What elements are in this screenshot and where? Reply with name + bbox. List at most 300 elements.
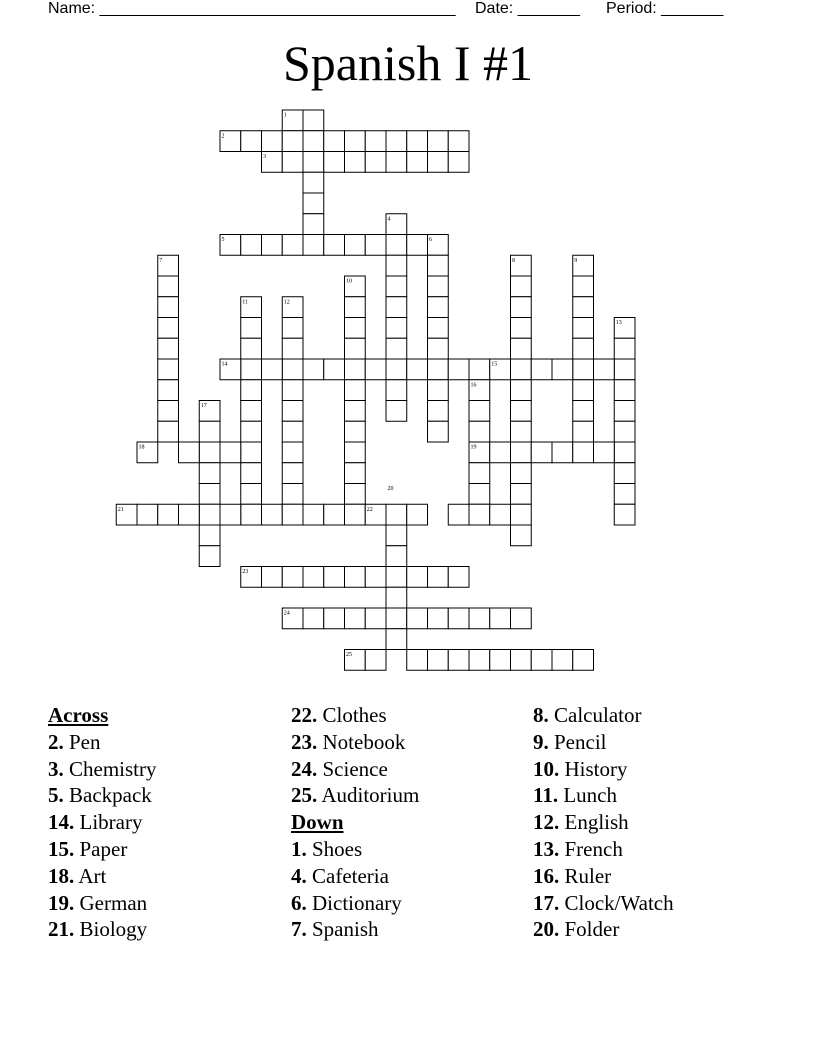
clue-item-number: 11. xyxy=(533,783,559,808)
crossword-cell xyxy=(324,567,345,588)
crossword-cell xyxy=(282,442,303,463)
crossword-cell xyxy=(262,504,283,525)
clue-item xyxy=(48,863,157,890)
clue-item-text: Backpack xyxy=(69,783,152,808)
crossword-cell xyxy=(303,172,324,193)
crossword-cell xyxy=(179,504,200,525)
clue-item-number: 6. xyxy=(291,890,307,915)
crossword-cell xyxy=(386,525,407,546)
clue-item-number: 10. xyxy=(533,756,560,781)
crossword-cell xyxy=(386,567,407,588)
clue-item xyxy=(48,836,157,863)
clue-heading: Down xyxy=(291,810,344,835)
crossword-cell xyxy=(365,567,386,588)
crossword-cell xyxy=(511,359,532,380)
crossword-cell xyxy=(511,297,532,318)
crossword-cell xyxy=(345,421,366,442)
clue-number: 17 xyxy=(200,403,207,409)
crossword-cell xyxy=(365,359,386,380)
page-title: Spanish I #1 xyxy=(283,35,533,91)
clue-item-number: 13. xyxy=(533,836,560,861)
crossword-cell xyxy=(386,338,407,359)
crossword-cell xyxy=(428,338,449,359)
crossword-cell xyxy=(511,525,532,546)
crossword-cell xyxy=(407,131,428,152)
clue-item-text: Lunch xyxy=(563,783,617,808)
clue-item-number: 4. xyxy=(291,863,307,888)
crossword-cell xyxy=(448,359,469,380)
crossword-cell xyxy=(345,442,366,463)
crossword-cell xyxy=(345,504,366,525)
clue-item xyxy=(291,916,419,943)
crossword-cell xyxy=(199,546,220,567)
clue-number: 2 xyxy=(221,133,225,140)
crossword-cell xyxy=(282,359,303,380)
crossword-cell xyxy=(303,110,324,131)
clue-item xyxy=(48,729,157,756)
crossword-cell xyxy=(158,276,179,297)
crossword-cell xyxy=(428,608,449,629)
clue-number: 18 xyxy=(138,444,145,451)
crossword-cell xyxy=(490,442,511,463)
clue-item xyxy=(533,809,674,836)
period-field-label: Period: _______ xyxy=(606,0,724,17)
crossword-cell xyxy=(386,235,407,256)
crossword-cell xyxy=(448,504,469,525)
crossword-cell xyxy=(531,650,552,671)
clue-item xyxy=(291,890,419,917)
crossword-cell xyxy=(511,421,532,442)
crossword-cell xyxy=(428,421,449,442)
crossword-cell xyxy=(614,421,635,442)
crossword-cell xyxy=(282,318,303,339)
crossword-cell xyxy=(511,463,532,484)
clue-item-number: 22. xyxy=(291,703,318,727)
crossword-cell xyxy=(614,380,635,401)
clue-number: 4 xyxy=(387,216,391,223)
clue-item xyxy=(291,782,419,809)
clue-item-text: German xyxy=(79,890,148,915)
clue-item-number: 12. xyxy=(533,810,560,835)
crossword-cell xyxy=(199,442,220,463)
crossword-cell xyxy=(428,359,449,380)
clue-item-number: 3. xyxy=(48,756,64,781)
crossword-cell xyxy=(241,235,262,256)
crossword-cell xyxy=(345,608,366,629)
crossword-cell xyxy=(386,380,407,401)
clue-item-number: 7. xyxy=(291,917,307,942)
crossword-cell xyxy=(365,650,386,671)
clue-item-text: Shoes xyxy=(312,836,363,861)
clue-item xyxy=(533,890,674,917)
clue-item xyxy=(533,836,674,863)
crossword-cell xyxy=(614,484,635,505)
crossword-cell xyxy=(448,131,469,152)
crossword-cell xyxy=(303,567,324,588)
crossword-cell xyxy=(428,650,449,671)
clue-column-2 xyxy=(291,702,419,943)
clue-item-number: 14. xyxy=(48,810,75,835)
clue-item-text: Cafeteria xyxy=(312,863,389,888)
clue-item-number: 24. xyxy=(291,756,318,781)
crossword-cell xyxy=(324,152,345,173)
crossword-cell xyxy=(303,235,324,256)
clue-item-text: Clock/Watch xyxy=(564,890,674,915)
crossword-cell xyxy=(469,401,490,422)
crossword-cell xyxy=(469,484,490,505)
clue-item-text: Notebook xyxy=(322,729,406,754)
crossword-cell xyxy=(365,152,386,173)
clue-item-number: 17. xyxy=(533,890,560,915)
clue-item xyxy=(533,863,674,890)
crossword-cell xyxy=(386,152,407,173)
crossword-cell xyxy=(511,318,532,339)
clue-item-text: Pen xyxy=(69,729,101,754)
crossword-cell xyxy=(158,338,179,359)
clue-item xyxy=(291,702,419,729)
clue-item-number: 19. xyxy=(48,890,75,915)
crossword-cell xyxy=(324,131,345,152)
clue-number: 1 xyxy=(283,112,287,119)
crossword-cell xyxy=(573,442,594,463)
crossword-cell xyxy=(241,338,262,359)
crossword-cell xyxy=(614,463,635,484)
clue-item-text: Biology xyxy=(79,917,148,942)
clue-item-number: 15. xyxy=(48,836,75,861)
crossword-cell xyxy=(262,235,283,256)
crossword-cell xyxy=(345,338,366,359)
date-field-label: Date: _______ xyxy=(475,0,580,17)
crossword-cell xyxy=(241,442,262,463)
crossword-cell xyxy=(241,318,262,339)
crossword-cell xyxy=(386,504,407,525)
clue-item xyxy=(48,890,157,917)
crossword-cell xyxy=(573,380,594,401)
crossword-cell xyxy=(303,504,324,525)
crossword-cell xyxy=(407,650,428,671)
clue-number: 20 xyxy=(387,486,394,492)
crossword-cell xyxy=(241,380,262,401)
clue-item xyxy=(48,916,157,943)
crossword-cell xyxy=(365,608,386,629)
crossword-cell xyxy=(158,504,179,525)
crossword-cell xyxy=(365,131,386,152)
crossword-cell xyxy=(179,442,200,463)
crossword-cell xyxy=(448,608,469,629)
crossword-cell xyxy=(511,380,532,401)
clue-item-text: Art xyxy=(78,863,107,888)
crossword-cell xyxy=(490,650,511,671)
crossword-cell xyxy=(469,463,490,484)
crossword-cell xyxy=(199,421,220,442)
clue-item-number: 20. xyxy=(533,917,560,942)
crossword-cell xyxy=(262,359,283,380)
crossword-cell xyxy=(448,650,469,671)
clue-number: 11 xyxy=(242,299,249,306)
crossword-cell xyxy=(428,276,449,297)
crossword-cell xyxy=(282,421,303,442)
crossword-cell xyxy=(303,131,324,152)
clue-item xyxy=(533,782,674,809)
crossword-cell xyxy=(282,235,303,256)
clue-item xyxy=(533,756,674,783)
clue-number: 16 xyxy=(470,382,477,389)
clue-item-number: 1. xyxy=(291,836,307,861)
clue-number: 25 xyxy=(346,652,352,658)
crossword-cell xyxy=(345,484,366,505)
clue-item-text: Ruler xyxy=(564,863,612,888)
crossword-cell xyxy=(241,484,262,505)
clue-item-text: Pencil xyxy=(554,729,607,754)
crossword-cell xyxy=(469,504,490,525)
crossword-cell xyxy=(428,318,449,339)
clue-column-3 xyxy=(533,702,674,943)
crossword-cell xyxy=(469,650,490,671)
crossword-cell xyxy=(282,463,303,484)
clue-item xyxy=(291,836,419,863)
clue-number: 13 xyxy=(615,320,622,326)
crossword-cell xyxy=(490,608,511,629)
crossword-cell xyxy=(345,235,366,256)
clue-number: 7 xyxy=(159,257,163,264)
crossword-cell xyxy=(345,318,366,339)
crossword-cell xyxy=(594,359,615,380)
clue-item xyxy=(533,729,674,756)
crossword-cell xyxy=(303,608,324,629)
crossword-cell xyxy=(552,650,573,671)
crossword-cell xyxy=(345,131,366,152)
clue-item xyxy=(48,809,157,836)
clue-item-number: 18. xyxy=(48,863,75,888)
crossword-cell xyxy=(345,463,366,484)
crossword-cell xyxy=(158,359,179,380)
clue-item xyxy=(48,782,157,809)
crossword-cell xyxy=(365,235,386,256)
crossword-cell xyxy=(262,567,283,588)
crossword-cell xyxy=(158,421,179,442)
crossword-cell xyxy=(282,152,303,173)
crossword-cell xyxy=(407,504,428,525)
clue-item-text: History xyxy=(564,756,628,781)
crossword-cell xyxy=(490,504,511,525)
crossword-cell xyxy=(407,152,428,173)
crossword-cell xyxy=(531,442,552,463)
crossword-cell xyxy=(573,401,594,422)
crossword-cell xyxy=(386,401,407,422)
crossword-cell xyxy=(241,131,262,152)
crossword-cell xyxy=(573,359,594,380)
clue-number: 22 xyxy=(366,506,373,513)
crossword-cell xyxy=(199,525,220,546)
crossword-cell xyxy=(386,131,407,152)
crossword-cell xyxy=(552,442,573,463)
crossword-cell xyxy=(282,504,303,525)
clue-number: 8 xyxy=(512,257,515,264)
crossword-cell xyxy=(428,380,449,401)
crossword-cell xyxy=(324,359,345,380)
crossword-cell xyxy=(282,484,303,505)
crossword-cell xyxy=(262,131,283,152)
crossword-cell xyxy=(303,152,324,173)
crossword-cell xyxy=(345,297,366,318)
crossword-cell xyxy=(594,442,615,463)
clue-number: 6 xyxy=(429,237,432,243)
clue-number: 5 xyxy=(221,237,225,243)
crossword-cell xyxy=(448,152,469,173)
crossword-cell xyxy=(573,338,594,359)
crossword-cell xyxy=(386,546,407,567)
crossword-cell xyxy=(511,608,532,629)
clue-item-text: Chemistry xyxy=(69,756,157,781)
clue-item xyxy=(533,916,674,943)
clue-item xyxy=(291,729,419,756)
clue-item-text: Calculator xyxy=(554,703,642,727)
crossword-cell xyxy=(386,587,407,608)
crossword-cell xyxy=(448,567,469,588)
clue-item-number: 2. xyxy=(48,729,64,754)
crossword-cell xyxy=(199,484,220,505)
crossword-cell xyxy=(386,608,407,629)
clue-item-text: Spanish xyxy=(312,917,379,942)
clue-item xyxy=(291,863,419,890)
crossword-cell xyxy=(614,442,635,463)
crossword-cell xyxy=(199,463,220,484)
crossword-cell xyxy=(511,442,532,463)
crossword-cell xyxy=(241,359,262,380)
crossword-cell xyxy=(386,629,407,650)
crossword-cell xyxy=(614,338,635,359)
clue-item-number: 23. xyxy=(291,729,318,754)
crossword-cell xyxy=(303,214,324,235)
crossword-cell xyxy=(282,131,303,152)
crossword-cell xyxy=(241,463,262,484)
clue-number: 9 xyxy=(574,257,578,264)
clue-item-text: Science xyxy=(322,756,388,781)
crossword-cell xyxy=(386,318,407,339)
crossword-cell xyxy=(345,567,366,588)
clue-item-number: 21. xyxy=(48,917,75,942)
crossword-cell xyxy=(386,297,407,318)
clue-number: 14 xyxy=(221,361,228,368)
crossword-cell xyxy=(428,297,449,318)
clue-item-number: 9. xyxy=(533,729,549,754)
clue-item xyxy=(533,702,674,729)
clue-number: 19 xyxy=(470,444,477,451)
crossword-cell xyxy=(282,401,303,422)
crossword-cell xyxy=(386,255,407,276)
crossword-cell xyxy=(407,608,428,629)
crossword-cell xyxy=(573,318,594,339)
crossword-cell xyxy=(407,235,428,256)
crossword-cell xyxy=(345,380,366,401)
crossword-cell xyxy=(220,442,241,463)
crossword-cell xyxy=(282,380,303,401)
crossword-cell xyxy=(614,401,635,422)
clue-item-number: 16. xyxy=(533,863,560,888)
crossword-cell xyxy=(469,421,490,442)
crossword-cell xyxy=(345,152,366,173)
crossword-cell xyxy=(407,359,428,380)
crossword-cell xyxy=(469,359,490,380)
crossword-cell xyxy=(386,276,407,297)
clue-number: 21 xyxy=(117,506,124,513)
crossword-cell xyxy=(573,297,594,318)
crossword-cell xyxy=(614,359,635,380)
crossword-cell xyxy=(407,567,428,588)
crossword-cell xyxy=(573,650,594,671)
crossword-cell xyxy=(511,338,532,359)
clue-item-text: English xyxy=(564,810,629,835)
name-field-label: Name: ________________________________________ xyxy=(48,0,456,17)
clue-item-text: Clothes xyxy=(322,703,387,727)
clue-item-number: 8. xyxy=(533,703,549,727)
clue-item-text: Library xyxy=(79,810,143,835)
crossword-cell xyxy=(428,255,449,276)
crossword-cell xyxy=(345,401,366,422)
crossword-cell xyxy=(345,359,366,380)
crossword-cell xyxy=(282,338,303,359)
crossword-cell xyxy=(303,359,324,380)
crossword-cell xyxy=(511,504,532,525)
clue-number: 15 xyxy=(491,361,498,368)
clue-heading: Across xyxy=(48,703,109,727)
crossword-cell xyxy=(158,318,179,339)
crossword-cell xyxy=(511,276,532,297)
crossword-cell xyxy=(469,608,490,629)
crossword-cell xyxy=(552,359,573,380)
clue-column-1 xyxy=(48,702,157,943)
crossword-cell xyxy=(511,401,532,422)
crossword-cell xyxy=(158,297,179,318)
clue-item xyxy=(291,756,419,783)
crossword-cell xyxy=(241,421,262,442)
crossword-cell xyxy=(428,131,449,152)
clue-item xyxy=(48,756,157,783)
crossword-cell xyxy=(531,359,552,380)
clue-item-text: French xyxy=(564,836,623,861)
crossword-cell xyxy=(199,504,220,525)
clue-item-number: 5. xyxy=(48,783,64,808)
clue-number: 10 xyxy=(346,278,352,285)
clue-item-text: Paper xyxy=(79,836,128,861)
crossword-cell xyxy=(573,276,594,297)
crossword-cell xyxy=(511,484,532,505)
crossword-cell xyxy=(614,504,635,525)
crossword-cell xyxy=(511,650,532,671)
clue-item-number: 25. xyxy=(291,783,318,808)
crossword-cell xyxy=(303,193,324,214)
crossword-cell xyxy=(282,567,303,588)
clue-item-text: Folder xyxy=(564,917,620,942)
clue-number: 23 xyxy=(242,569,249,575)
clue-number: 3 xyxy=(263,154,266,160)
crossword-cell xyxy=(324,235,345,256)
crossword-cell xyxy=(241,401,262,422)
crossword-cell xyxy=(428,567,449,588)
clue-item-text: Dictionary xyxy=(312,890,402,915)
clue-item-text: Auditorium xyxy=(321,783,420,808)
crossword-cell xyxy=(137,504,158,525)
clue-number: 24 xyxy=(283,610,290,617)
crossword-cell xyxy=(428,401,449,422)
crossword-cell xyxy=(241,504,262,525)
crossword-cell xyxy=(573,421,594,442)
crossword-cell xyxy=(158,380,179,401)
clue-number: 12 xyxy=(283,299,290,306)
crossword-cell xyxy=(220,504,241,525)
crossword-cell xyxy=(324,504,345,525)
crossword-cell xyxy=(428,152,449,173)
